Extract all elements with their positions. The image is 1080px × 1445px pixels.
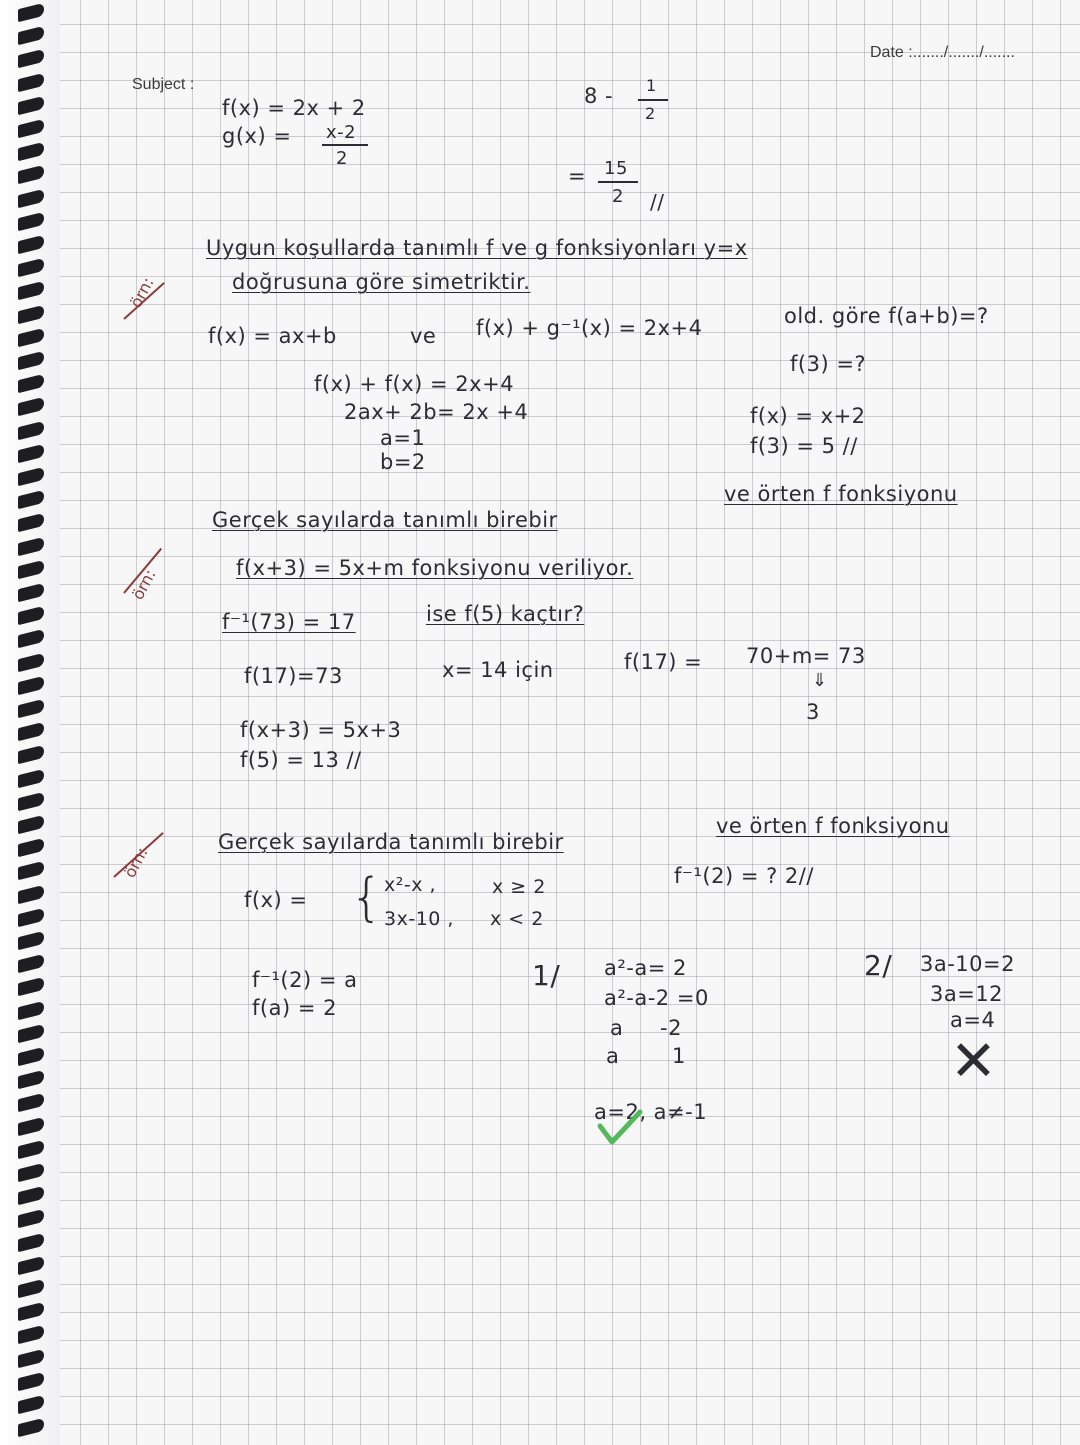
calc-result-bar xyxy=(598,181,638,183)
spiral-ring xyxy=(18,1302,44,1321)
ex1-statement-line2: doğrusuna göre simetriktir. xyxy=(232,270,531,294)
ex1-step-1: f(x) + f(x) = 2x+4 xyxy=(314,372,515,396)
ex3-step-2: f(a) = 2 xyxy=(252,996,337,1020)
g-fraction-bar xyxy=(322,144,368,146)
calc-first: 8 - xyxy=(584,84,614,108)
spiral-ring xyxy=(18,1256,44,1275)
spiral-ring xyxy=(18,513,44,532)
spiral-ring xyxy=(18,908,44,927)
ex2-step-3: f(5) = 13 // xyxy=(240,748,362,772)
ex1-given-f: f(x) = ax+b xyxy=(208,324,337,348)
ex3-statement-line1a: Gerçek sayılarda tanımlı birebir xyxy=(218,830,564,854)
spiral-ring xyxy=(18,119,44,138)
spiral-ring xyxy=(18,536,44,555)
ex1-step-3: a=1 xyxy=(380,426,426,450)
spiral-ring xyxy=(18,977,44,996)
subject-label: Subject : xyxy=(132,76,195,93)
ex3-case-1-cond: x ≥ 2 xyxy=(492,876,546,898)
ex3-case1-factor-a1: a xyxy=(610,1016,624,1040)
spiral-ring xyxy=(18,212,44,231)
ex2-m-value: 3 xyxy=(806,700,820,724)
spiral-ring xyxy=(18,1093,44,1112)
spiral-ring xyxy=(18,838,44,857)
spiral-ring xyxy=(18,1024,44,1043)
spiral-ring xyxy=(18,165,44,184)
ex2-step-1b: x= 14 için xyxy=(442,658,554,682)
ex3-case-1: x²-x , xyxy=(384,874,437,896)
spiral-ring xyxy=(18,1070,44,1089)
ex3-case2-eq1: 3a-10=2 xyxy=(920,952,1015,976)
spiral-ring xyxy=(18,328,44,347)
ex2-statement-line1a: Gerçek sayılarda tanımlı birebir xyxy=(212,508,558,532)
spiral-ring xyxy=(18,281,44,300)
spiral-ring xyxy=(18,722,44,741)
spiral-ring xyxy=(18,142,44,161)
spiral-ring xyxy=(18,420,44,439)
ex3-case1-eq1: a²-a= 2 xyxy=(604,956,687,980)
spiral-binding xyxy=(0,0,60,1445)
ex2-arrow: ⇓ xyxy=(812,670,828,691)
ex2-statement-line2: f(x+3) = 5x+m fonksiyonu veriliyor. xyxy=(236,556,634,580)
spiral-ring xyxy=(18,583,44,602)
cross-mark-icon: ✕ xyxy=(950,1029,998,1094)
ex3-case2-label: 2/ xyxy=(864,949,893,982)
ex2-step-2: f(x+3) = 5x+3 xyxy=(240,718,402,742)
ex1-right-question: f(3) =? xyxy=(790,352,867,376)
spiral-ring xyxy=(18,26,44,45)
g-definition: g(x) = xyxy=(222,124,292,148)
ex3-case2-eq2: 3a=12 xyxy=(930,982,1004,1006)
g-denominator: 2 xyxy=(336,148,348,169)
calc-result-mark: // xyxy=(650,190,665,214)
spiral-ring xyxy=(18,1140,44,1159)
spiral-ring xyxy=(18,1418,44,1437)
ex3-case1-label: 1/ xyxy=(532,959,561,992)
calc-equals: = xyxy=(568,164,587,188)
spiral-ring xyxy=(18,1000,44,1019)
ex3-brace: { xyxy=(350,868,384,928)
ex3-statement-line1b: ve örten f fonksiyonu xyxy=(716,814,950,838)
spiral-ring xyxy=(18,1116,44,1135)
spiral-ring xyxy=(18,1047,44,1066)
spiral-ring xyxy=(18,931,44,950)
ex1-given-sum: f(x) + g⁻¹(x) = 2x+4 xyxy=(476,316,703,340)
spiral-ring xyxy=(18,96,44,115)
ex3-case1-factor-b1: -2 xyxy=(660,1016,682,1040)
spiral-ring xyxy=(18,1372,44,1391)
ex2-step-1d: 70+m= 73 xyxy=(746,644,866,668)
spiral-ring xyxy=(18,699,44,718)
ex3-case1-factor-a2: a xyxy=(606,1044,620,1068)
spiral-ring xyxy=(18,884,44,903)
spiral-ring xyxy=(18,49,44,68)
ex2-step-1: f(17)=73 xyxy=(244,664,343,688)
example-label-3: örn: xyxy=(120,844,152,881)
ex3-case-2-cond: x < 2 xyxy=(490,908,544,930)
ex1-step-4: b=2 xyxy=(380,450,426,474)
ex1-right-result: f(3) = 5 // xyxy=(750,434,858,458)
spiral-ring xyxy=(18,1279,44,1298)
spiral-ring xyxy=(18,304,44,323)
ex3-case1-factor-b2: 1 xyxy=(672,1044,686,1068)
ex3-question: f⁻¹(2) = ? 2// xyxy=(674,864,814,888)
ex1-given-question: old. göre f(a+b)=? xyxy=(784,304,989,328)
ex3-fdef: f(x) = xyxy=(244,888,308,912)
ex3-case2-eq3: a=4 xyxy=(950,1008,996,1032)
spiral-ring xyxy=(18,374,44,393)
ex2-statement-line3b: ise f(5) kaçtır? xyxy=(426,602,585,626)
ex2-step-1c: f(17) = xyxy=(624,650,703,674)
calc-first-den: 2 xyxy=(645,104,656,123)
spiral-ring xyxy=(18,3,44,22)
spiral-ring xyxy=(18,467,44,486)
spiral-ring xyxy=(18,1186,44,1205)
ex3-step-1: f⁻¹(2) = a xyxy=(252,968,358,992)
date-label: Date :......./......./....... xyxy=(870,44,1015,61)
spiral-ring xyxy=(18,676,44,695)
ex3-case1-result: a=2, a≠-1 xyxy=(594,1100,708,1124)
ex3-case-2: 3x-10 , xyxy=(384,908,454,930)
spiral-ring xyxy=(18,606,44,625)
ex1-right-function: f(x) = x+2 xyxy=(750,404,866,428)
spiral-ring xyxy=(18,861,44,880)
example-label-2: örn: xyxy=(128,566,160,603)
spiral-ring xyxy=(18,1209,44,1228)
calc-first-num: 1 xyxy=(646,76,657,95)
spiral-ring xyxy=(18,1232,44,1251)
spiral-ring xyxy=(18,792,44,811)
spiral-ring xyxy=(18,1325,44,1344)
ex3-case1-eq2: a²-a-2 =0 xyxy=(604,986,709,1010)
calc-first-bar xyxy=(638,99,668,101)
calc-result-den: 2 xyxy=(612,186,624,207)
spiral-ring xyxy=(18,397,44,416)
example-label-1: örn: xyxy=(126,274,158,311)
spiral-ring xyxy=(18,258,44,277)
spiral-ring xyxy=(18,954,44,973)
ex2-statement-line3a: f⁻¹(73) = 17 xyxy=(222,610,356,634)
ex1-given-ve: ve xyxy=(410,324,437,348)
spiral-ring xyxy=(18,1395,44,1414)
ex2-statement-line1b: ve örten f fonksiyonu xyxy=(724,482,958,506)
spiral-ring xyxy=(18,652,44,671)
spiral-ring xyxy=(18,351,44,370)
spiral-ring xyxy=(18,745,44,764)
calc-result-num: 15 xyxy=(604,158,628,179)
spiral-ring xyxy=(18,629,44,648)
spiral-ring xyxy=(18,188,44,207)
spiral-ring xyxy=(18,490,44,509)
spiral-ring xyxy=(18,72,44,91)
spiral-ring xyxy=(18,444,44,463)
spiral-ring xyxy=(18,1348,44,1367)
spiral-ring xyxy=(18,560,44,579)
spiral-ring xyxy=(18,1163,44,1182)
ex1-statement-line1: Uygun koşullarda tanımlı f ve g fonksiyonları y=x xyxy=(206,236,748,260)
ex1-step-2: 2ax+ 2b= 2x +4 xyxy=(344,400,529,424)
spiral-ring xyxy=(18,235,44,254)
spiral-ring xyxy=(18,768,44,787)
f-definition: f(x) = 2x + 2 xyxy=(222,96,366,120)
spiral-ring xyxy=(18,815,44,834)
check-mark-icon xyxy=(596,1108,644,1148)
g-numerator: x-2 xyxy=(326,122,357,143)
